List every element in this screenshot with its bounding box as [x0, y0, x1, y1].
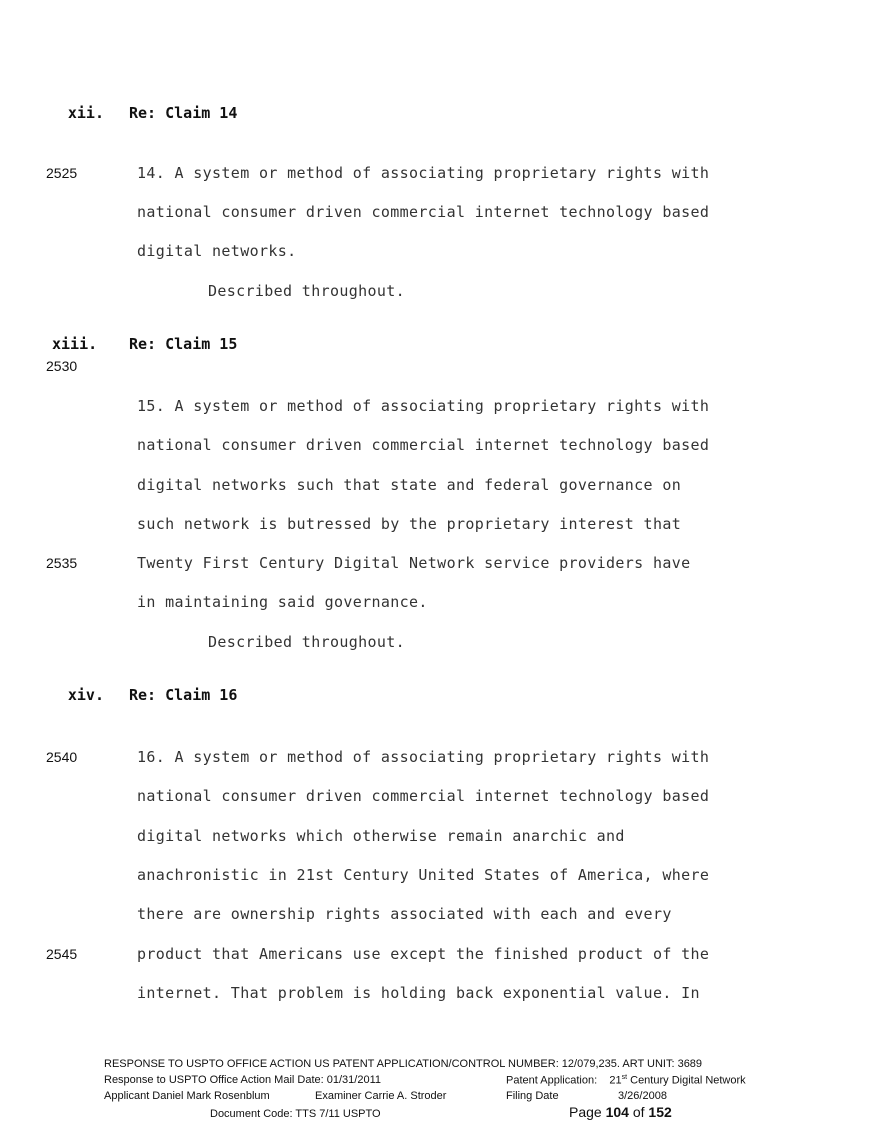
described-note: Described throughout. [208, 633, 405, 651]
claim-text-line: Twenty First Century Digital Network service providers have [137, 554, 691, 572]
line-number: 2525 [46, 165, 78, 181]
claim-text-line: digital networks such that state and federal governance on [137, 476, 682, 494]
claim-text-line: digital networks. [137, 242, 297, 260]
claim-text-line: national consumer driven commercial internet technology based [137, 203, 710, 221]
footer-patent-application-num: 21 [609, 1074, 622, 1087]
claim-text-line: 15. A system or method of associating proprietary rights with [137, 397, 710, 415]
footer-applicant: Applicant Daniel Mark Rosenblum [104, 1090, 270, 1102]
claim-text-line: there are ownership rights associated with each and every [137, 905, 672, 923]
claim-text-line: such network is butressed by the proprietary interest that [137, 515, 682, 533]
page-number [569, 1104, 672, 1120]
section-heading: Re: Claim 15 [129, 335, 238, 353]
section-number: xiii. [52, 335, 98, 353]
footer-document-code: Document Code: TTS 7/11 USPTO [210, 1108, 381, 1120]
page-current: 104 [605, 1104, 629, 1120]
page-of: of [628, 1104, 649, 1120]
line-number: 2530 [46, 358, 78, 374]
line-number: 2535 [46, 555, 78, 571]
claim-text-line: anachronistic in 21st Century United States of America, where [137, 866, 710, 884]
claim-text-line: national consumer driven commercial internet technology based [137, 787, 710, 805]
footer-filing-date-label: Filing Date [506, 1090, 559, 1102]
section-number: xiv. [67, 686, 104, 704]
footer-examiner: Examiner Carrie A. Stroder [315, 1090, 447, 1102]
section-number: xii. [67, 104, 104, 122]
footer-patent-application-title: Century Digital Network [627, 1074, 746, 1087]
footer-patent-application-label: Patent Application: [506, 1074, 598, 1087]
claim-text-line: 16. A system or method of associating proprietary rights with [137, 748, 710, 766]
claim-text-line: internet. That problem is holding back exponential value. In [137, 984, 700, 1002]
line-number: 2545 [46, 946, 78, 962]
section-heading: Re: Claim 16 [129, 686, 238, 704]
footer-mail-date: Response to USPTO Office Action Mail Date: 01/31/2011 [104, 1074, 381, 1086]
footer-application-info: RESPONSE TO USPTO OFFICE ACTION US PATENT APPLICATION/CONTROL NUMBER: 12/079,235. ART UNIT: 3689 [104, 1058, 703, 1070]
claim-text-line: in maintaining said governance. [137, 593, 428, 611]
line-number: 2540 [46, 749, 78, 765]
footer-patent-application-sup: st [621, 1074, 628, 1081]
section-heading: Re: Claim 14 [129, 104, 238, 122]
claim-text-line: digital networks which otherwise remain anarchic and [137, 827, 625, 845]
page-total: 152 [648, 1104, 672, 1120]
claim-text-line: product that Americans use except the finished product of the [137, 945, 710, 963]
claim-text-line: national consumer driven commercial internet technology based [137, 436, 710, 454]
claim-text-line: 14. A system or method of associating proprietary rights with [137, 164, 710, 182]
described-note: Described throughout. [208, 282, 405, 300]
page-label: Page [569, 1104, 606, 1120]
footer-filing-date-value: 3/26/2008 [618, 1090, 667, 1102]
footer-patent-application [506, 1074, 746, 1087]
